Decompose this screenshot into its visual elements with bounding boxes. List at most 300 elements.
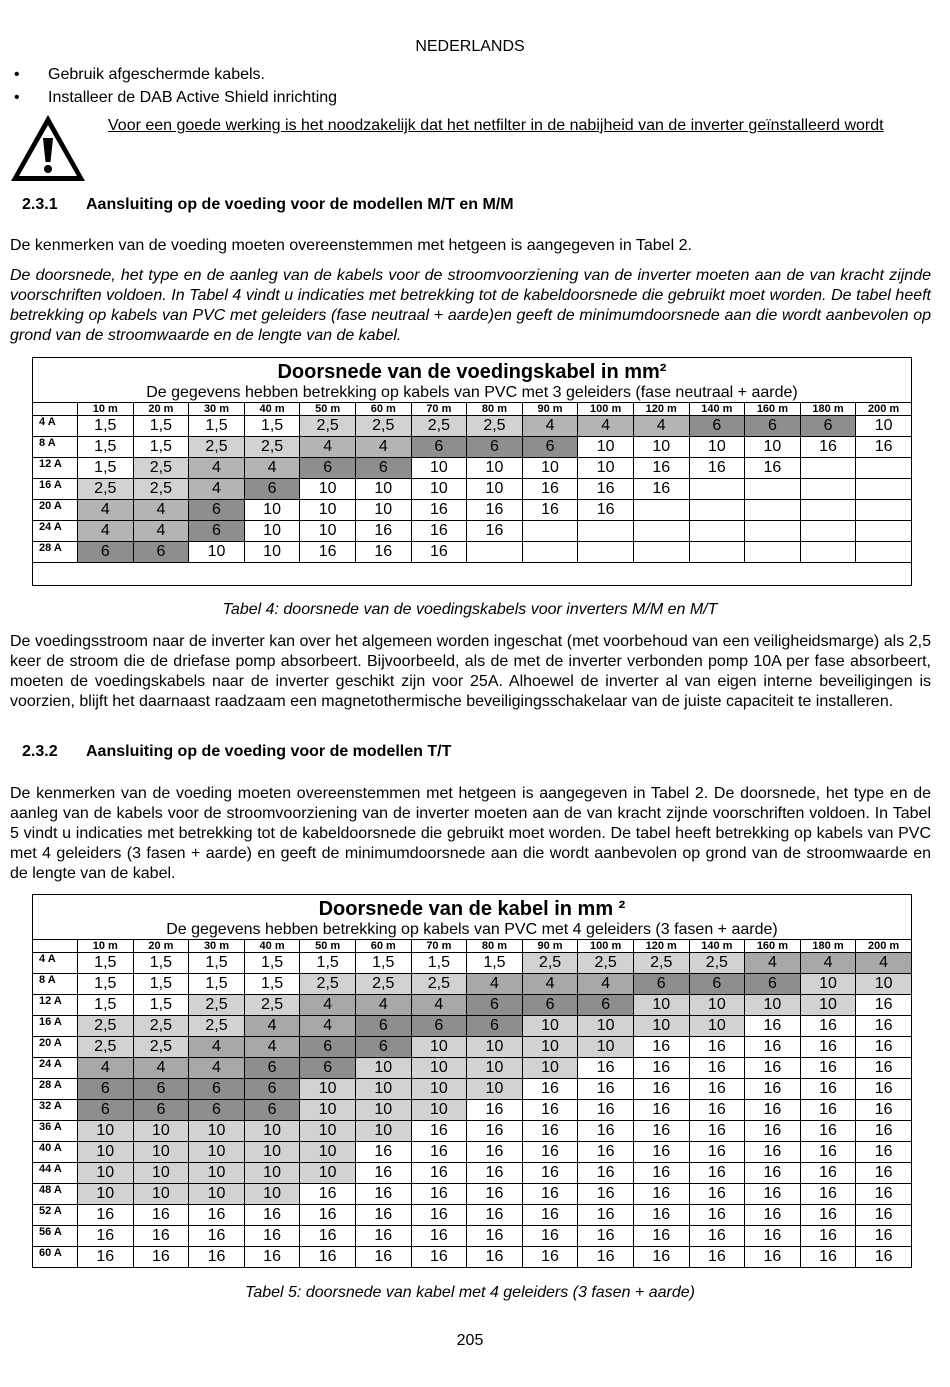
table-cell: [856, 521, 912, 542]
page-number: 205: [456, 1332, 484, 1349]
table-cell: 10: [578, 1016, 634, 1037]
column-header: 40 m: [244, 940, 300, 953]
column-header: 160 m: [745, 940, 801, 953]
table-cell: 16: [633, 1184, 689, 1205]
table-cell: 6: [745, 974, 801, 995]
table-cell: 2,5: [244, 437, 300, 458]
table-cell: 6: [300, 1037, 356, 1058]
table-cell: 4: [411, 995, 467, 1016]
table-cell: 16: [633, 1247, 689, 1268]
row-label: 4 A: [33, 416, 78, 437]
column-header: 100 m: [578, 940, 634, 953]
table-cell: 16: [800, 437, 856, 458]
table-cell: 2,5: [133, 479, 189, 500]
table-cell: 16: [522, 500, 578, 521]
table-cell: 10: [467, 1037, 523, 1058]
table-cell: 16: [745, 458, 801, 479]
page-header: NEDERLANDS: [415, 38, 525, 55]
table-cell: 10: [355, 479, 411, 500]
table-cell: 16: [633, 1142, 689, 1163]
column-header: 20 m: [133, 940, 189, 953]
table-cell: 6: [467, 1016, 523, 1037]
table-cell: 16: [578, 1079, 634, 1100]
table-cell: 16: [355, 1205, 411, 1226]
table-cell: 16: [856, 1037, 912, 1058]
table-cell: 6: [411, 437, 467, 458]
empty-row: [33, 563, 912, 586]
table-cell: 6: [244, 1079, 300, 1100]
table-cell: 16: [189, 1205, 245, 1226]
table-cell: [800, 521, 856, 542]
row-label: 28 A: [33, 542, 78, 563]
table-cell: 10: [355, 1058, 411, 1079]
table-cell: 6: [133, 1079, 189, 1100]
table-cell: 6: [578, 995, 634, 1016]
table-cell: 16: [856, 1205, 912, 1226]
table-cell: 10: [244, 1184, 300, 1205]
table-cell: 10: [78, 1163, 134, 1184]
table-cell: 16: [522, 1121, 578, 1142]
table-cell: 16: [800, 1058, 856, 1079]
table-cell: 16: [856, 1247, 912, 1268]
column-header: 160 m: [745, 403, 801, 416]
table-cell: 1,5: [78, 974, 134, 995]
table-cell: 10: [189, 1184, 245, 1205]
table-row: [33, 437, 912, 458]
table-cell: 4: [355, 995, 411, 1016]
table-cell: 10: [244, 500, 300, 521]
table-cell: [856, 500, 912, 521]
table-cell: 10: [244, 542, 300, 563]
table-cell: 16: [300, 542, 356, 563]
table-cell: 16: [689, 1142, 745, 1163]
column-header: 10 m: [78, 940, 134, 953]
table-cell: [578, 542, 634, 563]
table-cell: 10: [522, 1058, 578, 1079]
table-cell: 16: [689, 1037, 745, 1058]
table-cell: 6: [78, 1079, 134, 1100]
table-title: Doorsnede van de kabel in mm ²: [318, 898, 626, 920]
table-cell: 16: [355, 1142, 411, 1163]
table-cell: 10: [411, 1058, 467, 1079]
table-cell: 10: [411, 479, 467, 500]
table-cell: 10: [578, 458, 634, 479]
row-label: 52 A: [33, 1205, 78, 1226]
table-cell: [689, 479, 745, 500]
table-cell: [633, 500, 689, 521]
row-label: 20 A: [33, 500, 78, 521]
table-cell: [745, 500, 801, 521]
table-cell: 10: [189, 1121, 245, 1142]
table-cell: 4: [189, 1037, 245, 1058]
table-row: [33, 1247, 912, 1268]
table-cell: 2,5: [467, 416, 523, 437]
table-cell: 4: [133, 1058, 189, 1079]
table-cell: 4: [189, 1058, 245, 1079]
table-cell: 16: [856, 1142, 912, 1163]
table-row: [33, 1184, 912, 1205]
table-cell: 16: [745, 1058, 801, 1079]
table-cell: 16: [800, 1184, 856, 1205]
table-cell: 2,5: [78, 1037, 134, 1058]
table-cell: 10: [300, 1121, 356, 1142]
table-cell: 10: [856, 974, 912, 995]
table-cell: 2,5: [578, 953, 634, 974]
column-header: 10 m: [78, 403, 134, 416]
table-row: [33, 974, 912, 995]
table-cell: 16: [745, 1142, 801, 1163]
table-cell: 16: [578, 1184, 634, 1205]
table-cell: 16: [133, 1247, 189, 1268]
column-header-row: [33, 403, 912, 416]
table-cell: 10: [800, 995, 856, 1016]
table-row: [33, 1163, 912, 1184]
table-cell: 1,5: [467, 953, 523, 974]
table-cell: 6: [133, 1100, 189, 1121]
table-cell: 16: [522, 1226, 578, 1247]
table-cell: [633, 521, 689, 542]
table-cell: 16: [78, 1205, 134, 1226]
table-cell: 10: [689, 995, 745, 1016]
table-cell: 16: [856, 1100, 912, 1121]
table-cell: 16: [411, 1226, 467, 1247]
table-cell: 16: [578, 1226, 634, 1247]
warning-triangle-icon: [8, 112, 88, 184]
corner-cell: [33, 403, 78, 416]
table-caption: Tabel 4: doorsnede van de voedingskabels voor inverters M/M en M/T: [222, 601, 718, 618]
column-header: 60 m: [355, 403, 411, 416]
table-cell: 4: [133, 521, 189, 542]
table-cell: 16: [300, 1247, 356, 1268]
table-subtitle: De gegevens hebben betrekking op kabels van PVC met 3 geleiders (fase neutraal + aarde): [146, 384, 798, 401]
table-cell: 2,5: [411, 416, 467, 437]
table-cell: 16: [800, 1121, 856, 1142]
column-header: 180 m: [800, 940, 856, 953]
table-cell: 10: [133, 1142, 189, 1163]
table-cell: 2,5: [133, 1016, 189, 1037]
row-label: 8 A: [33, 437, 78, 458]
table-cell: 6: [244, 1058, 300, 1079]
table-cell: 16: [411, 1247, 467, 1268]
table-cell: 16: [633, 1079, 689, 1100]
table-cell: 16: [355, 521, 411, 542]
table-cell: 16: [633, 1037, 689, 1058]
table-cell: 4: [78, 521, 134, 542]
table-cell: 16: [244, 1226, 300, 1247]
table-cell: 4: [244, 1037, 300, 1058]
list-item: • Gebruik afgeschermde kabels.: [14, 63, 337, 86]
table-cell: 16: [411, 1121, 467, 1142]
table-cell: 1,5: [133, 416, 189, 437]
table-cell: 16: [856, 437, 912, 458]
row-label: 48 A: [33, 1184, 78, 1205]
table-cell: 16: [633, 1058, 689, 1079]
table-cell: 6: [800, 416, 856, 437]
table-row: [33, 1226, 912, 1247]
table-cell: 2,5: [633, 953, 689, 974]
table-cell: 16: [522, 479, 578, 500]
table-cell: 10: [522, 1037, 578, 1058]
table-cell: 16: [467, 1163, 523, 1184]
row-label: 8 A: [33, 974, 78, 995]
table-cell: 4: [467, 974, 523, 995]
table-cell: 6: [689, 974, 745, 995]
table-row: [33, 479, 912, 500]
table-cell: 16: [522, 1079, 578, 1100]
table-cell: 6: [189, 1100, 245, 1121]
table-cell: 16: [300, 1184, 356, 1205]
table-cell: [689, 521, 745, 542]
table-cell: 4: [189, 458, 245, 479]
table-cell: 10: [244, 1142, 300, 1163]
column-header: 140 m: [689, 403, 745, 416]
table-cell: 10: [133, 1121, 189, 1142]
table-cell: 1,5: [133, 995, 189, 1016]
table-cell: 6: [78, 542, 134, 563]
table-cell: 1,5: [78, 995, 134, 1016]
table-cell: 1,5: [133, 953, 189, 974]
table-cell: 16: [689, 458, 745, 479]
table-cell: 6: [745, 416, 801, 437]
column-header: 80 m: [467, 403, 523, 416]
cable-table-5: [32, 894, 912, 1268]
table-cell: 1,5: [78, 953, 134, 974]
row-label: 16 A: [33, 479, 78, 500]
table-cell: 16: [411, 1142, 467, 1163]
table-cell: 10: [189, 1163, 245, 1184]
table-cell: 16: [411, 542, 467, 563]
row-label: 60 A: [33, 1247, 78, 1268]
row-label: 4 A: [33, 953, 78, 974]
table-cell: 16: [300, 1205, 356, 1226]
table-cell: 16: [633, 1163, 689, 1184]
table-row: [33, 1142, 912, 1163]
table-cell: 16: [800, 1079, 856, 1100]
table-cell: 10: [355, 1079, 411, 1100]
table-row: [33, 416, 912, 437]
table-cell: 1,5: [411, 953, 467, 974]
column-header: 120 m: [633, 403, 689, 416]
table-cell: 16: [300, 1226, 356, 1247]
warning-text: Voor een goede werking is het noodzakelijk dat het netfilter in de nabijheid van de inverter geïnstalleerd wordt: [108, 117, 884, 134]
table-cell: 16: [467, 1226, 523, 1247]
bullet-icon: •: [14, 89, 20, 106]
table-cell: 16: [856, 1079, 912, 1100]
table-cell: 16: [522, 1163, 578, 1184]
table-cell: 16: [467, 1142, 523, 1163]
table-cell: 2,5: [300, 974, 356, 995]
table-row: [33, 1205, 912, 1226]
column-header: 30 m: [189, 940, 245, 953]
table-cell: 6: [300, 1058, 356, 1079]
table-cell: [745, 521, 801, 542]
table-title-block: [33, 358, 912, 403]
table-cell: 16: [856, 1163, 912, 1184]
table-cell: 16: [689, 1205, 745, 1226]
column-header: 90 m: [522, 403, 578, 416]
table-cell: [522, 521, 578, 542]
table-cell: 16: [745, 1079, 801, 1100]
table-cell: 10: [467, 1058, 523, 1079]
column-header: 200 m: [856, 403, 912, 416]
table-cell: 16: [133, 1205, 189, 1226]
row-label: 20 A: [33, 1037, 78, 1058]
table-cell: 16: [689, 1184, 745, 1205]
column-header: 180 m: [800, 403, 856, 416]
list-item: • Installeer de DAB Active Shield inrichting: [14, 86, 337, 109]
table-cell: 16: [856, 1121, 912, 1142]
table-cell: 2,5: [355, 416, 411, 437]
table-cell: [856, 542, 912, 563]
cable-table-4: [32, 357, 912, 586]
table-cell: 16: [745, 1163, 801, 1184]
table-cell: 10: [78, 1184, 134, 1205]
table-cell: 10: [133, 1163, 189, 1184]
table-cell: 16: [78, 1226, 134, 1247]
table-cell: 16: [689, 1247, 745, 1268]
row-label: 40 A: [33, 1142, 78, 1163]
table-cell: 10: [633, 995, 689, 1016]
row-label: 32 A: [33, 1100, 78, 1121]
table-cell: 2,5: [133, 1037, 189, 1058]
paragraph: De kenmerken van de voeding moeten overeenstemmen met hetgeen is aangegeven in Tabel 2. De doorsnede, het type en de aanleg van de kabels voor de stroomvoorziening van de inverter moeten aan de van kracht zijnde voorschriften voldoen. In Tabel 5 vindt u indicaties met betrekking tot de kabeldoorsnede die gebruikt moet worden. De tabel heeft betrekking op kabels van PVC met 4 geleiders (3 fasen + aarde) en geeft de minimumdoorsnede aan die wordt aanbevolen op grond van de stroomwaarde en de lengte van de kabel.: [10, 785, 931, 882]
table-cell: 16: [856, 1058, 912, 1079]
row-label: 12 A: [33, 995, 78, 1016]
table-cell: 16: [522, 1247, 578, 1268]
column-header: 40 m: [244, 403, 300, 416]
table-cell: 10: [633, 437, 689, 458]
table-row: [33, 1016, 912, 1037]
table-row: [33, 1100, 912, 1121]
table-cell: 10: [300, 1079, 356, 1100]
table-cell: 4: [745, 953, 801, 974]
table-cell: [522, 542, 578, 563]
bullet-icon: •: [14, 66, 20, 83]
table-cell: 10: [522, 458, 578, 479]
bullet-list: [14, 63, 337, 109]
table-cell: 6: [633, 974, 689, 995]
column-header: 70 m: [411, 940, 467, 953]
table-cell: 4: [244, 1016, 300, 1037]
table-cell: 10: [411, 1079, 467, 1100]
table-cell: 16: [800, 1037, 856, 1058]
table-cell: 16: [467, 1205, 523, 1226]
table-cell: 10: [800, 974, 856, 995]
table-cell: 16: [355, 1163, 411, 1184]
table-cell: 16: [745, 1247, 801, 1268]
table-cell: 6: [189, 1079, 245, 1100]
table-cell: 10: [467, 458, 523, 479]
table-cell: 16: [411, 1205, 467, 1226]
table-cell: 2,5: [300, 416, 356, 437]
table-cell: 16: [745, 1121, 801, 1142]
table-cell: 6: [133, 542, 189, 563]
table-cell: 16: [578, 1163, 634, 1184]
table-cell: 6: [300, 458, 356, 479]
table-cell: 6: [467, 437, 523, 458]
table-cell: 4: [633, 416, 689, 437]
table-cell: 16: [745, 1100, 801, 1121]
table-cell: 4: [800, 953, 856, 974]
table-cell: 16: [633, 1205, 689, 1226]
table-cell: 10: [745, 995, 801, 1016]
table-cell: 6: [689, 416, 745, 437]
column-header: 140 m: [689, 940, 745, 953]
table-cell: 6: [522, 995, 578, 1016]
table-cell: 16: [467, 500, 523, 521]
table-cell: 16: [745, 1037, 801, 1058]
table-cell: 6: [189, 500, 245, 521]
table-cell: 16: [244, 1205, 300, 1226]
table-cell: [633, 542, 689, 563]
table-cell: 16: [689, 1163, 745, 1184]
paragraph: De doorsnede, het type en de aanleg van de kabels voor de stroomvoorziening van de inverter moeten aan de van kracht zijnde voorschriften voldoen. In Tabel 4 vindt u indicaties met betrekking tot de kabeldoorsnede die gebruikt moet worden. De tabel heeft betrekking op kabels van PVC met geleiders (fase neutraal + aarde)en geeft de minimumdoorsnede aan die wordt aanbevolen op grond van de stroomwaarde en de lengte van de kabel.: [10, 267, 931, 344]
table-cell: 1,5: [244, 953, 300, 974]
table-cell: 16: [800, 1226, 856, 1247]
table-row: [33, 1079, 912, 1100]
table-cell: 1,5: [244, 974, 300, 995]
table-cell: 10: [522, 1016, 578, 1037]
table-cell: 4: [578, 974, 634, 995]
table-cell: 16: [467, 1184, 523, 1205]
table-cell: 10: [467, 1079, 523, 1100]
table-cell: 10: [133, 1184, 189, 1205]
table-cell: 2,5: [411, 974, 467, 995]
table-cell: 16: [467, 521, 523, 542]
table-cell: 16: [578, 1247, 634, 1268]
column-header: 100 m: [578, 403, 634, 416]
table-cell: 16: [856, 1226, 912, 1247]
table-cell: 1,5: [300, 953, 356, 974]
table-cell: 16: [745, 1205, 801, 1226]
empty-cell: [33, 563, 912, 586]
table-cell: 10: [689, 437, 745, 458]
table-cell: [745, 542, 801, 563]
table-cell: 2,5: [689, 953, 745, 974]
table-cell: 16: [745, 1226, 801, 1247]
row-label: 56 A: [33, 1226, 78, 1247]
table-cell: 4: [856, 953, 912, 974]
table-cell: 10: [355, 500, 411, 521]
row-label: 28 A: [33, 1079, 78, 1100]
table-cell: 1,5: [355, 953, 411, 974]
table-cell: 4: [355, 437, 411, 458]
table-cell: 10: [578, 1037, 634, 1058]
table-cell: 1,5: [78, 416, 134, 437]
table-cell: 2,5: [78, 1016, 134, 1037]
table-cell: 2,5: [244, 995, 300, 1016]
table-cell: 10: [411, 458, 467, 479]
table-cell: 16: [522, 1184, 578, 1205]
table-cell: 16: [800, 1247, 856, 1268]
table-cell: 16: [578, 1142, 634, 1163]
section-heading: 2.3.1 Aansluiting op de voeding voor de modellen M/T en M/M: [22, 196, 514, 213]
table-cell: 1,5: [133, 437, 189, 458]
table-cell: 2,5: [189, 1016, 245, 1037]
table-cell: 4: [133, 500, 189, 521]
table-cell: 16: [411, 1163, 467, 1184]
table-cell: 16: [800, 1100, 856, 1121]
row-label: 44 A: [33, 1163, 78, 1184]
table-cell: 6: [522, 437, 578, 458]
table-cell: 16: [189, 1247, 245, 1268]
table-cell: 10: [856, 416, 912, 437]
table-cell: 2,5: [355, 974, 411, 995]
table-cell: 10: [300, 479, 356, 500]
table-cell: 16: [578, 1058, 634, 1079]
column-header: 90 m: [522, 940, 578, 953]
table-cell: 10: [300, 500, 356, 521]
